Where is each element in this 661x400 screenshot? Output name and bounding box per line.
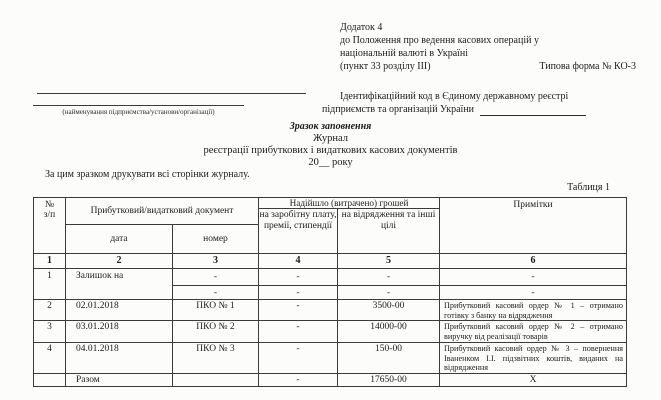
edrpou-line-2-wrap <box>322 104 660 117</box>
header-col-travel: на відрядження та інші цілі <box>341 210 436 231</box>
col-number-3: 3 <box>173 254 259 268</box>
balance-salary: - <box>259 269 338 285</box>
col-number-6: 6 <box>530 255 536 266</box>
row-date: 02.01.2018 <box>66 300 173 320</box>
header-col-number: номер <box>203 234 228 244</box>
header-col-date: дата <box>66 225 173 253</box>
row-doc-number: ПКО № 2 <box>173 321 259 342</box>
header-money-subrow <box>259 209 439 253</box>
balance-row-num: 1 <box>34 269 66 299</box>
edrpou-blank-line <box>480 105 586 116</box>
total-empty-cell <box>173 374 259 386</box>
regulation-line-3 <box>340 60 636 73</box>
row-num: 2 <box>34 300 66 320</box>
header-col-num <box>34 198 66 253</box>
header-group-document <box>66 198 259 253</box>
balance-travel: - <box>338 269 440 285</box>
row-date: 04.01.2018 <box>66 343 173 373</box>
sample-fill-label: Зразок заповнення <box>289 121 372 132</box>
regulation-line-2: національній валюті в Україні <box>340 48 469 59</box>
row-salary: - <box>259 300 338 320</box>
col-number-5: 5 <box>338 254 440 268</box>
header-group-money <box>259 198 440 253</box>
column-number-row <box>34 253 626 268</box>
table-row <box>34 299 626 320</box>
balance-subrow-2 <box>173 286 626 299</box>
balance-subrow-1 <box>173 269 626 286</box>
col-number-4: 4 <box>259 254 338 268</box>
balance-travel: - <box>338 286 440 299</box>
appendix-number: Додаток 4 <box>340 22 383 33</box>
row-notes: Прибутковий касовий ордер № 3 – повернення Іваненком І.І. підзвітних коштів, виданих на відрядження <box>444 344 623 373</box>
form-code: Типова форма № КО-3 <box>539 61 636 72</box>
row-travel: 150-00 <box>338 343 440 373</box>
header-document-group-label: Прибутковий/видатковий документ <box>66 198 258 225</box>
header-num-top: № <box>44 200 55 210</box>
row-doc-number: ПКО № 3 <box>173 343 259 373</box>
row-salary: - <box>259 321 338 342</box>
regulation-line-1: до Положення про ведення касових операцій у <box>340 35 539 46</box>
header-document-subrow <box>66 225 258 253</box>
table-header <box>34 198 626 253</box>
regulation-clause: (пункт 33 розділу ІІІ) <box>340 61 431 72</box>
total-salary: - <box>259 374 338 386</box>
journal-table <box>33 197 627 387</box>
balance-salary: - <box>259 286 338 299</box>
balance-subrows <box>173 269 626 299</box>
org-name-blank-line-2 <box>33 93 244 106</box>
row-travel: 14000-00 <box>338 321 440 342</box>
row-salary: - <box>259 343 338 373</box>
print-note: За цим зразком друкувати всі сторінки журналу. <box>45 169 250 180</box>
balance-notes: - <box>531 287 535 298</box>
header-num-bottom: з/п <box>43 210 56 220</box>
total-label: Разом <box>66 374 173 386</box>
header-col-notes: Примітки <box>513 200 553 210</box>
row-date: 03.01.2018 <box>66 321 173 342</box>
edrpou-line-1: Ідентифікаційний код в Єдиному державному реєстрі <box>340 91 569 102</box>
header-col-salary: на заробітну плату, премії, стипендії <box>259 209 338 253</box>
row-travel: 3500-00 <box>338 300 440 320</box>
balance-row <box>34 268 626 299</box>
row-notes: Прибутковий касовий ордер № 1 – отримано готівку з банку на відрядження <box>444 301 623 320</box>
row-num: 3 <box>34 321 66 342</box>
row-doc-number: ПКО № 1 <box>173 300 259 320</box>
total-row <box>34 373 626 386</box>
col-number-1: 1 <box>34 254 66 268</box>
col-number-2: 2 <box>66 254 173 268</box>
table-row <box>34 320 626 342</box>
header-money-group-label: Надійшло (витрачено) грошей <box>259 198 439 209</box>
total-travel: 17650-00 <box>338 374 440 386</box>
table-row <box>34 342 626 373</box>
org-name-caption: (найменування підприємства/установи/організації) <box>62 108 215 116</box>
row-notes: Прибутковий касовий ордер № 2 – отримано виручку від реалізації товарів <box>444 322 623 341</box>
year-line: 20__ року <box>308 157 353 168</box>
balance-number: - <box>173 286 259 299</box>
total-empty-cell <box>34 374 66 386</box>
journal-subtitle: реєстрації прибуткових і видаткових касових документів <box>203 145 458 156</box>
total-notes: Х <box>529 375 537 385</box>
balance-notes: - <box>531 272 535 282</box>
balance-number: - <box>173 269 259 285</box>
appendix-block <box>340 21 636 73</box>
edrpou-line-2: підприємств та організацій України <box>322 103 475 115</box>
row-num: 4 <box>34 343 66 373</box>
edrpou-block <box>322 91 660 116</box>
table-number-label: Таблиця 1 <box>567 182 610 193</box>
journal-title: Журнал <box>312 133 348 144</box>
balance-row-label: Залишок на <box>66 269 173 299</box>
